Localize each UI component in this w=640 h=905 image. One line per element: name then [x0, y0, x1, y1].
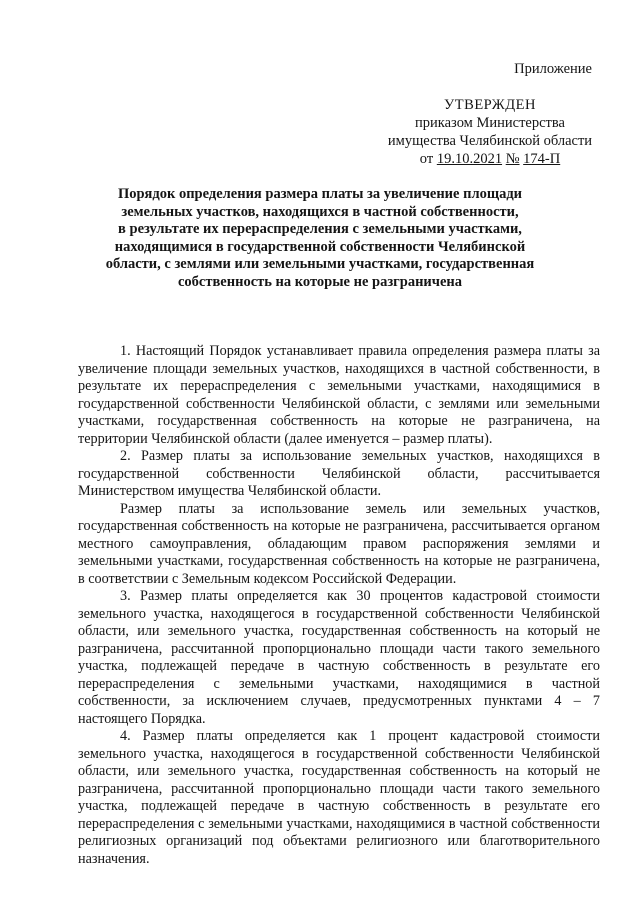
- paragraph-4: 4. Размер платы определяется как 1 процент кадастровой стоимости земельного участка, находящегося в государственной собственности Челябинской области, или земельного участка, государственная собственность на который не разграничена, рассчитанной пропорционально площади части такого земельного участка, подлежащей передаче в частную собственность в результате его перераспределения с земельными участками, находящимися в частной собственности религиозных организаций под объектами религиозного или благотворительного назначения.: [78, 728, 600, 867]
- ministry-line: имущества Челябинской области: [387, 133, 593, 149]
- title-line: в результате их перераспределения с земельными участками,: [118, 221, 522, 237]
- title-line: земельных участков, находящихся в частной собственности,: [121, 203, 519, 220]
- title-line: собственность на которые не разграничена: [177, 273, 463, 290]
- number-prefix: №: [505, 151, 520, 167]
- approved-label: УТВЕРЖДЕН: [444, 97, 536, 113]
- document-body: [78, 343, 600, 868]
- title-line: находящимися в государственной собственности Челябинской: [114, 238, 526, 255]
- order-line: приказом Министерства: [415, 115, 565, 131]
- paragraph-3: 3. Размер платы определяется как 30 процентов кадастровой стоимости земельного участка, находящегося в государственной собственности Челябинской области, или земельного участка, государственная собственность на который не разграничена, рассчитанной пропорционально площади части такого земельного участка, подлежащей передаче в частную собственность в результате его перераспределения с земельными участками, находящимися в частной собственности, за исключением случаев, предусмотренных пунктами 4 – 7 настоящего Порядка.: [78, 588, 600, 727]
- order-date: 19.10.2021: [436, 151, 503, 167]
- date-prefix: от: [419, 151, 434, 167]
- order-date-line: [380, 150, 600, 168]
- order-number: 174-П: [523, 151, 561, 167]
- title-line: области, с землями или земельными участками, государственная: [105, 256, 535, 272]
- paragraph-1: 1. Настоящий Порядок устанавливает правила определения размера платы за увеличение площади земельных участков, находящихся в частной собственности, в результате их перераспределения с земельными участками, находящимися в государственной собственности Челябинской области, с землями или земельными участками, государственная собственность на которые не разграничена, на территории Челябинской области (далее именуется – размер платы).: [78, 343, 600, 447]
- annex-label: Приложение: [514, 61, 592, 77]
- paragraph-2: 2. Размер платы за использование земельных участков, находящихся в государственной собственности Челябинской области, рассчитывается Министерством имущества Челябинской области.: [78, 448, 600, 499]
- approval-block: [380, 60, 600, 168]
- document-title: [95, 186, 545, 291]
- paragraph-2-continued: Размер платы за использование земель или земельных участков, государственная собственность на которые не разграничена, рассчитывается органом местного самоуправления, обладающим правом распоряжения землями и земельными участками, государственная собственность на которые не разграничена, в соответствии с Земельным кодексом Российской Федерации.: [78, 500, 600, 587]
- title-line: Порядок определения размера платы за увеличение площади: [117, 186, 523, 202]
